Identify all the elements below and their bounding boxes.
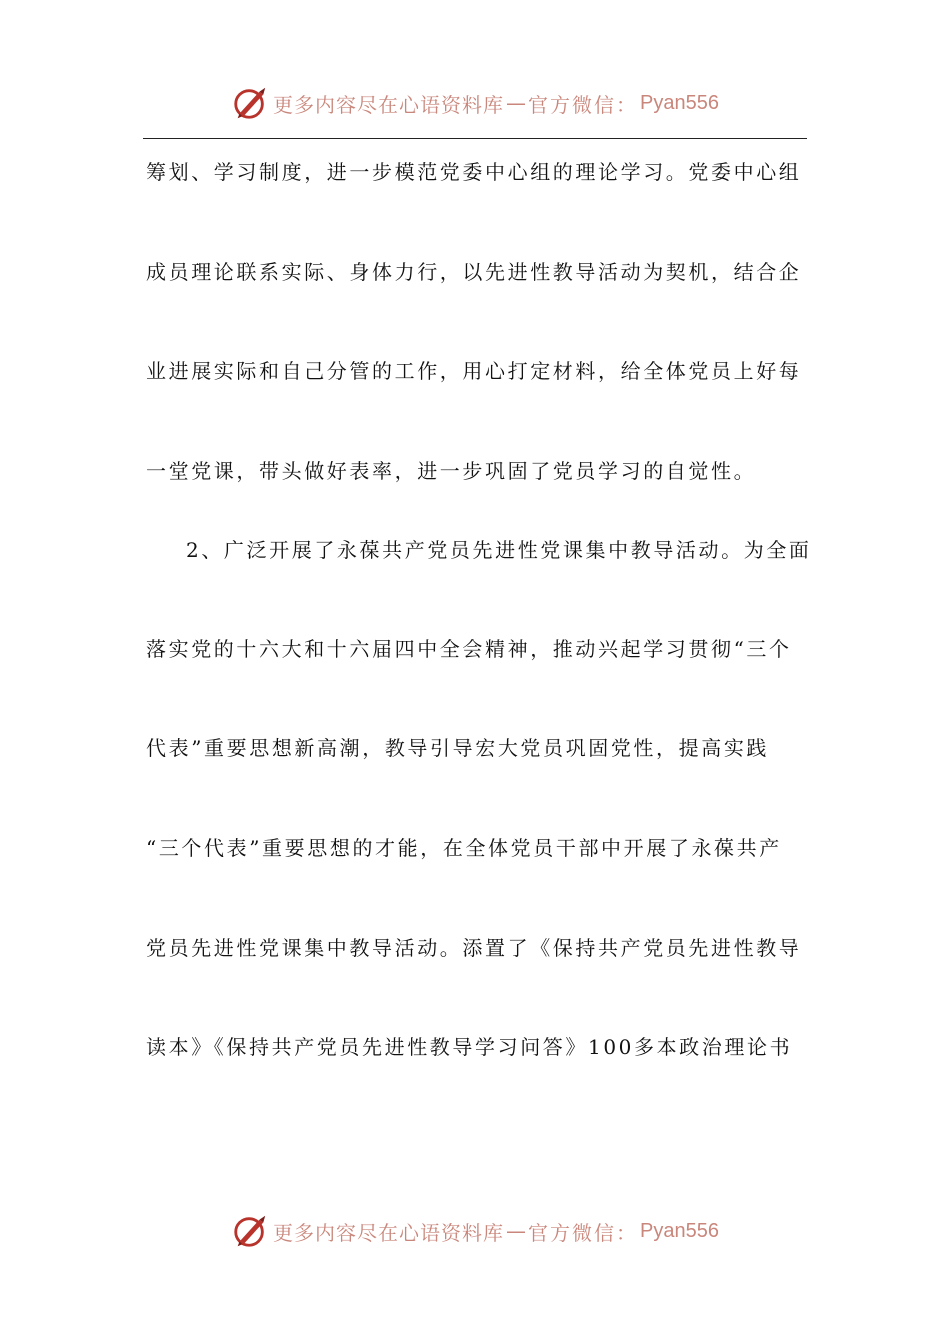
footer-separator: —	[506, 1219, 527, 1243]
header-divider	[143, 138, 807, 139]
body-line-8: “三个代表”重要思想的才能，在全体党员干部中开展了永葆共产	[146, 836, 782, 860]
body-line-2: 成员理论联系实际、身体力行，以先进性教导活动为契机，结合企	[146, 260, 802, 284]
body-line-3: 业进展实际和自己分管的工作，用心打定材料，给全体党员上好每	[146, 359, 802, 383]
footer-wechat-id: Pyan556	[640, 1219, 719, 1242]
header-separator: —	[506, 91, 527, 115]
body-line-5: 2、广泛开展了永葆共产党员先进性党课集中教导活动。为全面	[186, 538, 812, 562]
body-line-10: 读本》《保持共产党员先进性教导学习问答》100多本政治理论书	[146, 1035, 793, 1059]
header-brand-text: 更多内容尽在心语资料库	[273, 92, 505, 117]
footer-wechat-label: 官方微信：	[528, 1220, 639, 1245]
body-line-6: 落实党的十六大和十六届四中全会精神，推动兴起学习贯彻“三个	[146, 637, 792, 661]
header-banner	[0, 84, 950, 122]
pen-logo-icon	[231, 84, 269, 122]
pen-logo-icon	[231, 1212, 269, 1250]
header-wechat-id: Pyan556	[640, 91, 719, 114]
footer-banner	[0, 1212, 950, 1250]
body-line-1: 筹划、学习制度，进一步模范党委中心组的理论学习。党委中心组	[146, 160, 802, 184]
body-line-7: 代表”重要思想新高潮，教导引导宏大党员巩固党性，提高实践	[146, 736, 770, 760]
header-wechat-label: 官方微信：	[528, 92, 639, 117]
body-line-9: 党员先进性党课集中教导活动。添置了《保持共产党员先进性教导	[146, 936, 802, 960]
body-line-4: 一堂党课，带头做好表率，进一步巩固了党员学习的自觉性。	[146, 459, 757, 483]
footer-brand-text: 更多内容尽在心语资料库	[273, 1220, 505, 1245]
